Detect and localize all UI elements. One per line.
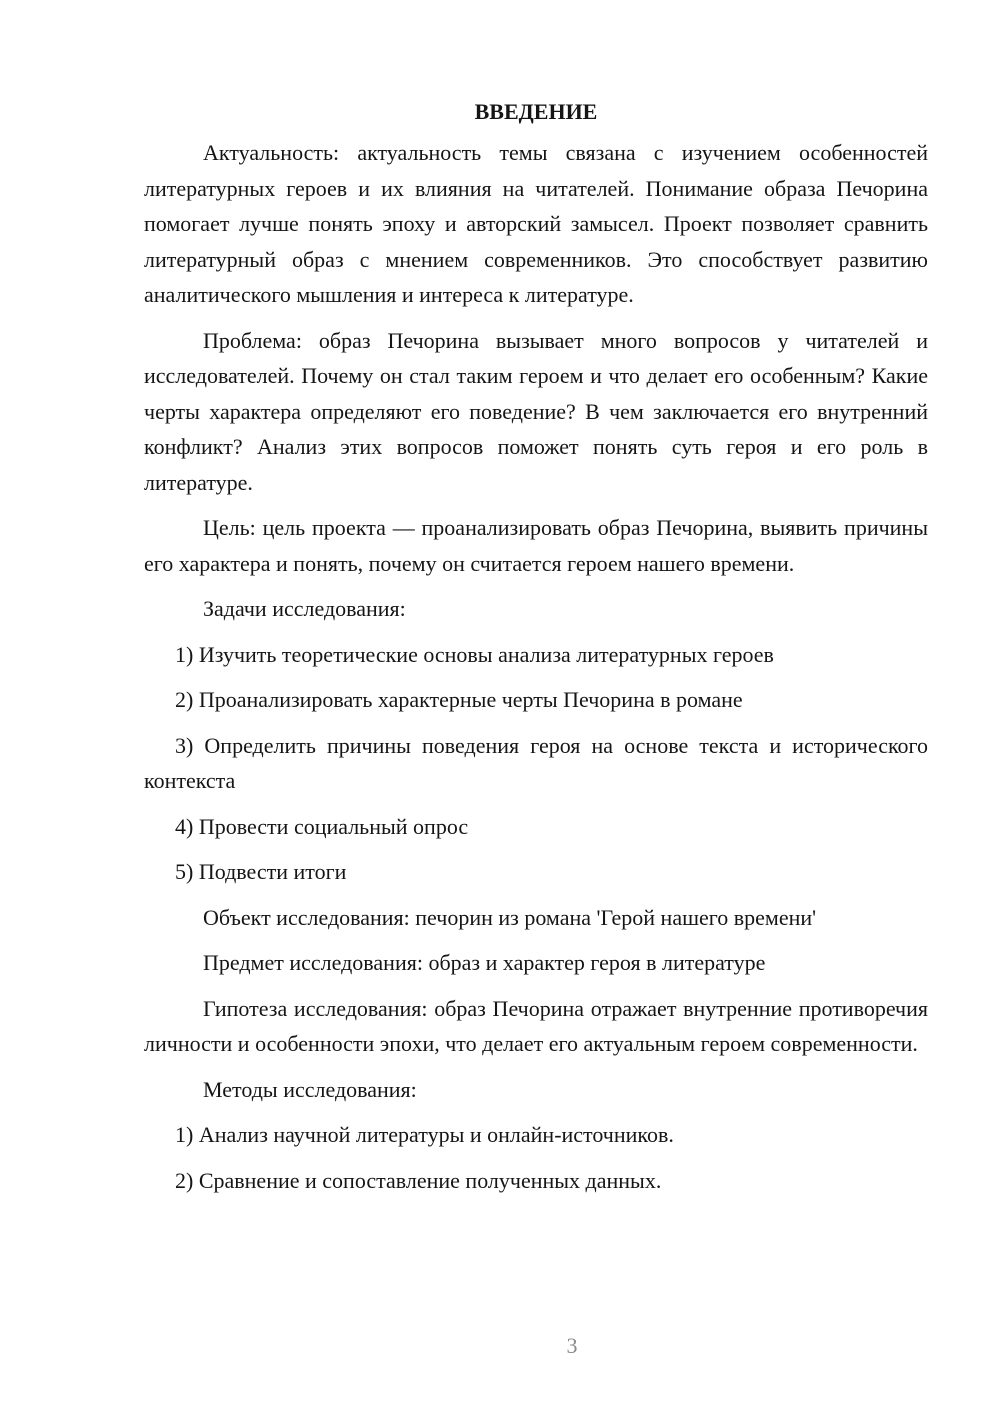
section-title: ВВЕДЕНИЕ bbox=[474, 99, 598, 124]
task-item: 2) Проанализировать характерные черты Печорина в романе bbox=[175, 687, 743, 712]
relevance-paragraph: Актуальность: актуальность темы связана с изучением особенностей литературных героев и их влияния на читателей. Понимание образа Печорина помогает лучше понять эпоху и авторский замысел. Проект позволяет сравнить литературный образ с мнением современников. Это способствует развитию аналитического мышления и интереса к литературе. bbox=[144, 140, 928, 307]
object-paragraph: Объект исследования: печорин из романа 'Герой нашего времени' bbox=[203, 904, 817, 930]
page-number: 3 bbox=[566, 1333, 578, 1358]
hypothesis-paragraph: Гипотеза исследования: образ Печорина отражает внутренние противоречия личности и особенности эпохи, что делает его актуальным героем современности. bbox=[144, 995, 928, 1056]
page-content bbox=[144, 94, 928, 1208]
methods-heading: Методы исследования: bbox=[203, 1076, 417, 1102]
task-item: 5) Подвести итоги bbox=[175, 859, 347, 884]
goal-paragraph: Цель: цель проекта — проанализировать образ Печорина, выявить причины его характера и понять, почему он считается героем нашего времени. bbox=[144, 515, 928, 576]
tasks-heading: Задачи исследования: bbox=[203, 596, 406, 621]
method-item: 1) Анализ научной литературы и онлайн-источников. bbox=[175, 1122, 674, 1147]
method-item: 2) Сравнение и сопоставление полученных данных. bbox=[175, 1167, 662, 1193]
task-item: 4) Провести социальный опрос bbox=[175, 813, 469, 839]
problem-paragraph: Проблема: образ Печорина вызывает много вопросов у читателей и исследователей. Почему он стал таким героем и что делает его особенным? Какие черты характера определяют его поведение? В чем заключается его внутренний конфликт? Анализ этих вопросов поможет понять суть героя и его роль в литературе. bbox=[144, 327, 928, 495]
task-item: 1) Изучить теоретические основы анализа литературных героев bbox=[175, 641, 774, 667]
task-item: 3) Определить причины поведения героя на основе текста и исторического контекста bbox=[144, 732, 928, 793]
subject-paragraph: Предмет исследования: образ и характер героя в литературе bbox=[203, 950, 766, 975]
